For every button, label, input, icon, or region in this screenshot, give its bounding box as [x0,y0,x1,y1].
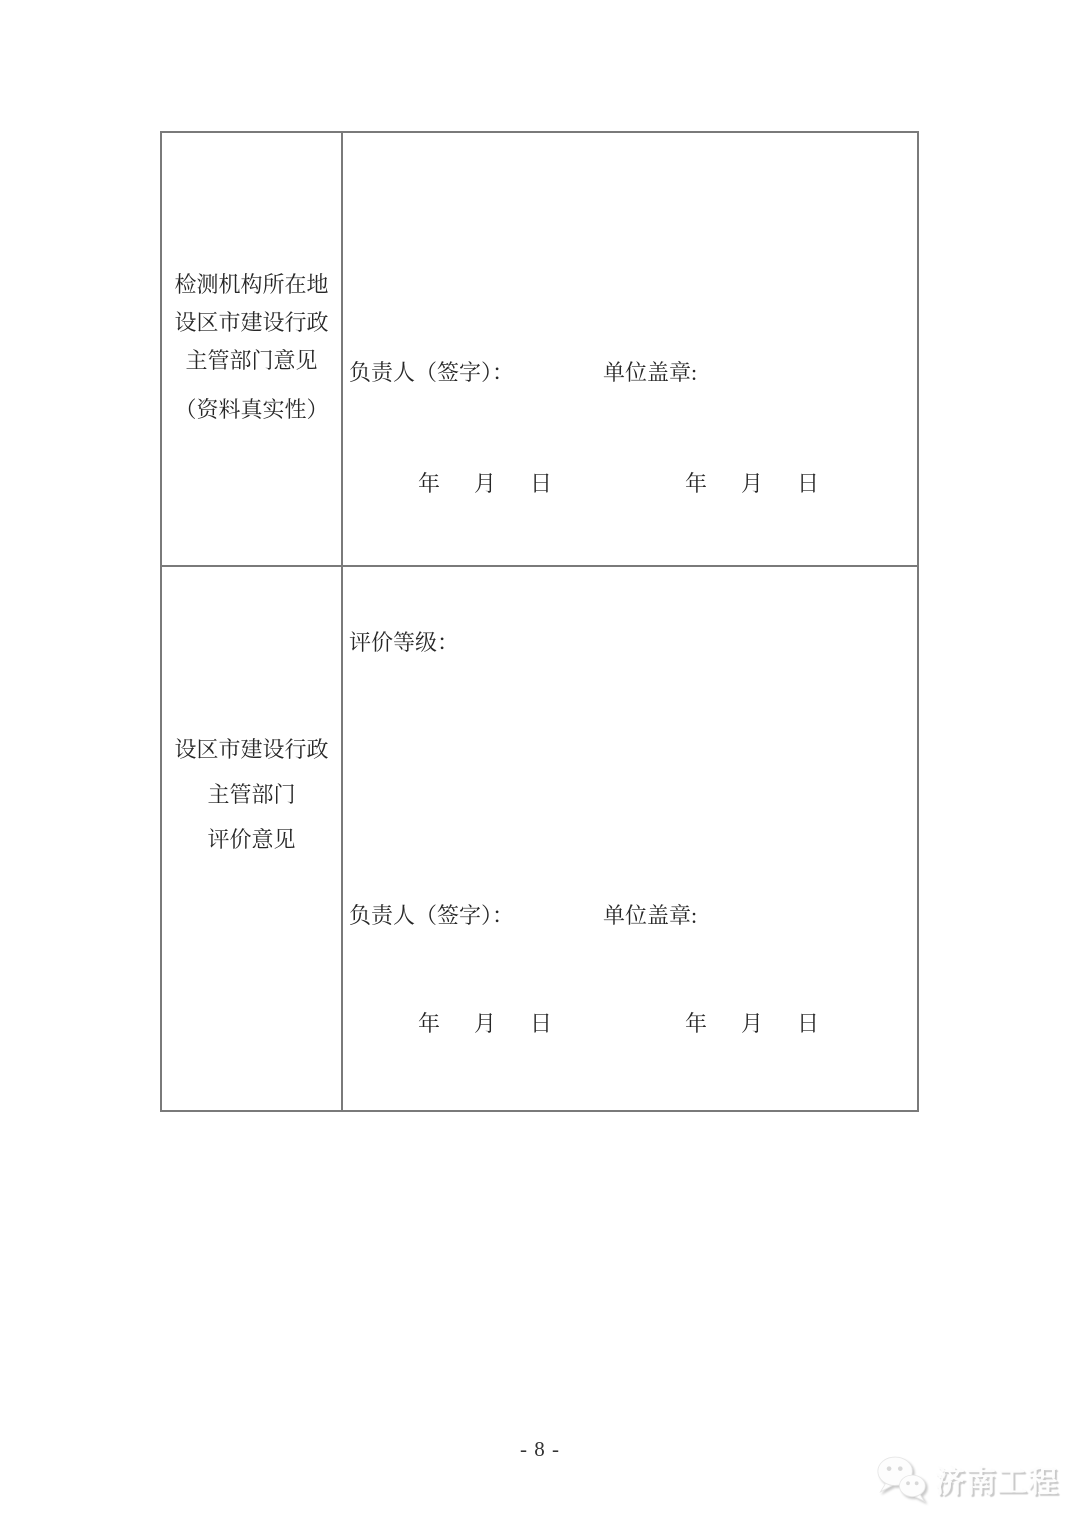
row2-label-line-1: 设区市建设行政 [174,737,329,762]
row1-label-line-2: 设区市建设行政 [174,310,329,335]
watermark [876,1454,1059,1504]
day-label: 日 [530,471,553,496]
row1-header-cell [162,133,343,567]
row2-label-line-2: 主管部门 [207,782,296,807]
year-label: 年 [685,1011,708,1036]
month-label: 月 [741,471,764,496]
row1-label-line-3: 主管部门意见 [185,348,318,373]
row2-signer-label: 负责人（签字）： [349,903,515,928]
watermark-brand-text: 济南工程 [935,1466,1059,1499]
row1-label-line-4: （资料真实性） [174,397,329,422]
wechat-icon [876,1454,928,1504]
row1-body-cell [343,133,917,567]
row1-seal-label: 单位盖章: [603,360,698,385]
day-label: 日 [797,471,820,496]
row1-label-line-1: 检测机构所在地 [174,272,329,297]
month-label: 月 [741,1011,764,1036]
row1-signer-label: 负责人（签字）： [349,360,515,385]
grade-label: 评价等级： [349,630,460,655]
month-label: 月 [474,471,497,496]
row2-date-left [418,1007,552,1038]
row2-body-cell [343,567,917,1110]
row1-date-left [418,467,552,498]
day-label: 日 [797,1011,820,1036]
day-label: 日 [530,1011,553,1036]
year-label: 年 [685,471,708,496]
year-label: 年 [418,471,441,496]
row2-seal-label: 单位盖章: [603,903,698,928]
page-number: - 8 - [520,1437,560,1461]
row2-date-right [685,1007,819,1038]
row2-header-cell [162,567,343,1110]
row2-label-line-3: 评价意见 [207,827,296,852]
month-label: 月 [474,1011,497,1036]
year-label: 年 [418,1011,441,1036]
row1-date-right [685,467,819,498]
approval-form-table [160,131,919,1112]
